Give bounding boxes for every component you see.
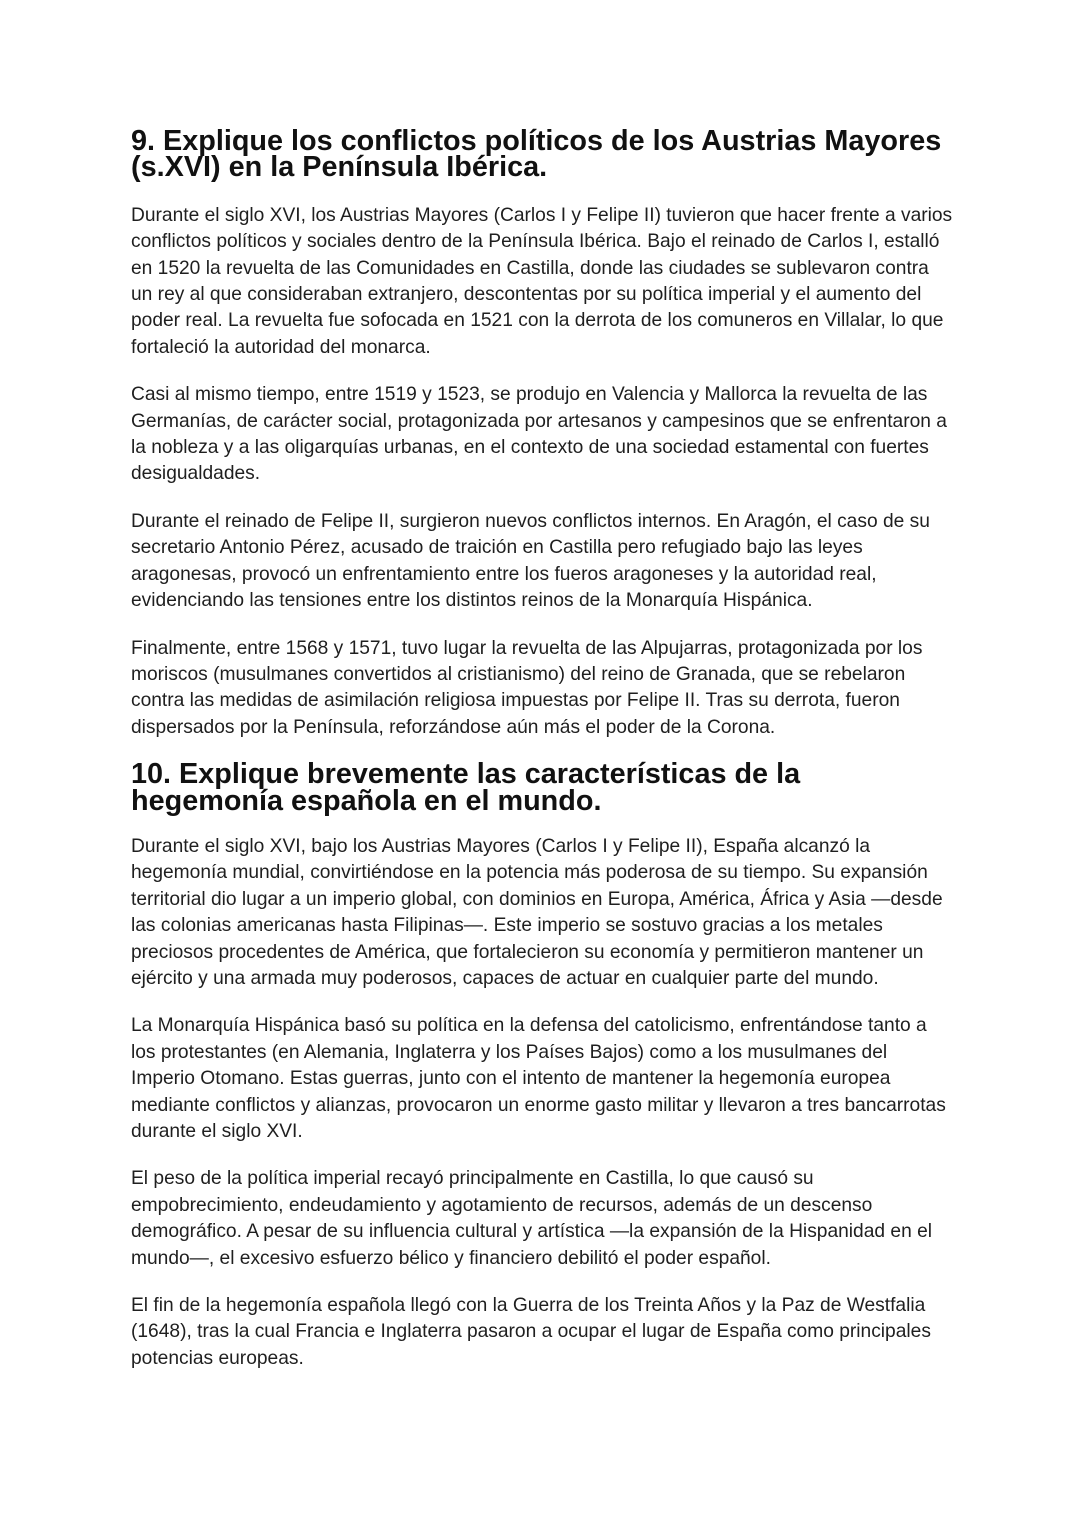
question-9-paragraph-4: Finalmente, entre 1568 y 1571, tuvo lugar la revuelta de las Alpujarras, protagonizada por los moriscos (musulmanes convertidos al cristianismo) del reino de Granada, que se rebelaron contra las medidas de asimilación religiosa impuestas por Felipe II. Tras su derrota, fueron dispersados por la Península, reforzándose aún más el poder de la Corona. bbox=[131, 637, 923, 738]
question-10-title: 10. Explique brevemente las características de la hegemonía española en el mundo. bbox=[131, 758, 801, 817]
question-9-title: 9. Explique los conflictos políticos de los Austrias Mayores (s.XVI) en la Península Ibérica. bbox=[131, 125, 942, 184]
question-10-paragraph-4: El fin de la hegemonía española llegó con la Guerra de los Treinta Años y la Paz de Westfalia (1648), tras la cual Francia e Inglaterra pasaron a ocupar el lugar de España como principales potencias europeas. bbox=[131, 1295, 931, 1369]
question-10-paragraph-2: La Monarquía Hispánica basó su política en la defensa del catolicismo, enfrentándose tanto a los protestantes (en Alemania, Inglaterra y los Países Bajos) como a los musulmanes del Imperio Otomano. Estas guerras, junto con el intento de mantener la hegemonía europea mediante conflictos y alianzas, provocaron un enorme gasto militar y llevaron a tres bancarrotas durante el siglo XVI. bbox=[131, 1015, 946, 1142]
question-10-paragraph-3: El peso de la política imperial recayó principalmente en Castilla, lo que causó su empobrecimiento, endeudamiento y agotamiento de recursos, además de un descenso demográfico. A pesar de su influencia cultural y artística —la expansión de la Hispanidad en el mundo—, el excesivo esfuerzo bélico y financiero debilitó el poder español. bbox=[131, 1168, 933, 1269]
question-9-paragraph-1: Durante el siglo XVI, los Austrias Mayores (Carlos I y Felipe II) tuvieron que hacer frente a varios conflictos políticos y sociales dentro de la Península Ibérica. Bajo el reinado de Carlos I, estalló en 1520 la revuelta de las Comunidades en Castilla, donde las ciudades se sublevaron contra un rey al que consideraban extranjero, descontentas por su política imperial y el aumento del poder real. La revuelta fue sofocada en 1521 con la derrota de los comuneros en Villalar, lo que fortaleció la autoridad del monarca. bbox=[131, 204, 953, 358]
document-page bbox=[131, 125, 953, 1372]
question-9-paragraph-2: Casi al mismo tiempo, entre 1519 y 1523, se produjo en Valencia y Mallorca la revuelta de las Germanías, de carácter social, protagonizada por artesanos y campesinos que se enfrentaron a la nobleza y a las oligarquías urbanas, en el contexto de una sociedad estamental con fuertes desigualdades. bbox=[131, 384, 947, 485]
question-9-paragraph-3: Durante el reinado de Felipe II, surgieron nuevos conflictos internos. En Aragón, el caso de su secretario Antonio Pérez, acusado de traición en Castilla pero refugiado bajo las leyes aragonesas, provocó un enfrentamiento entre los fueros aragoneses y la autoridad real, evidenciando las tensiones entre los distintos reinos de la Monarquía Hispánica. bbox=[131, 510, 930, 612]
question-10-paragraph-1: Durante el siglo XVI, bajo los Austrias Mayores (Carlos I y Felipe II), España alcanzó la hegemonía mundial, convirtiéndose en la potencia más poderosa de su tiempo. Su expansión territorial dio lugar a un imperio global, con dominios en Europa, América, África y Asia —desde las colonias americanas hasta Filipinas—. Este imperio se sostuvo gracias a los metales preciosos procedentes de América, que fortalecieron su economía y permitieron mantener un ejército y una armada muy poderosos, capaces de actuar en cualquier parte del mundo. bbox=[131, 835, 943, 989]
